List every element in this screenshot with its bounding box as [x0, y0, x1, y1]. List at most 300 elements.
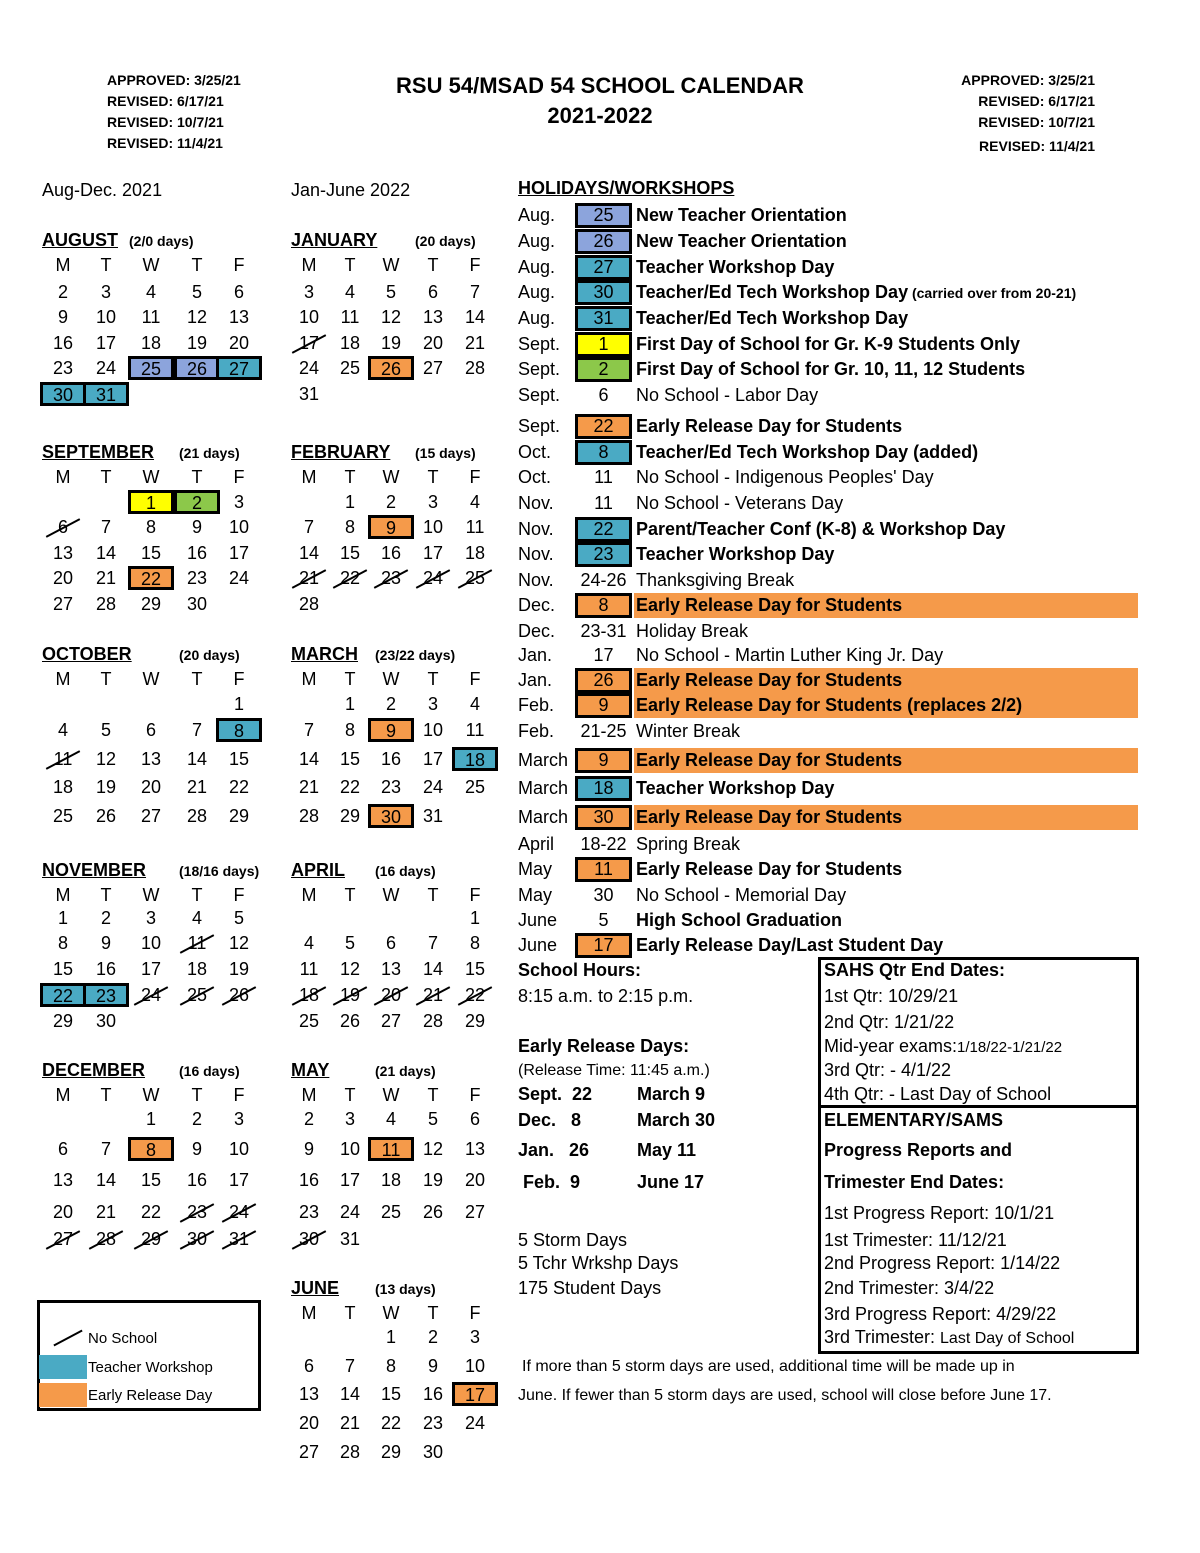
weekday-header: F [233, 1085, 245, 1105]
month-day-count-june: (13 days) [375, 1281, 436, 1297]
calendar-day: 13 [298, 1384, 320, 1404]
elem-title: ELEMENTARY/SAMS [824, 1110, 1004, 1130]
month-name-february: FEBRUARY [291, 442, 391, 462]
calendar-day: 22 [40, 983, 86, 1007]
calendar-day: 9 [368, 718, 414, 742]
calendar-day: 25 [380, 1202, 402, 1222]
weekday-header: F [233, 467, 245, 487]
calendar-day: 30 [95, 1011, 117, 1031]
weekday-header: W [382, 467, 400, 487]
calendar-day: 14 [95, 543, 117, 563]
calendar-day: 2 [174, 490, 220, 514]
holiday-day: 18 [575, 776, 632, 801]
calendar-day: 7 [191, 720, 202, 740]
storm-days-total: 5 Storm Days [518, 1230, 628, 1250]
weekday-header: M [55, 467, 71, 487]
calendar-day: 18 [380, 1170, 402, 1190]
elem-item [824, 1327, 1074, 1348]
holiday-day: 6 [598, 385, 609, 405]
calendar-day: 15 [380, 1384, 402, 1404]
calendar-day: 1 [128, 490, 174, 514]
calendar-day: 4 [57, 720, 68, 740]
month-day-count-january: (20 days) [415, 233, 476, 249]
calendar-day: 17 [422, 543, 444, 563]
weekday-header: T [344, 885, 356, 905]
calendar-day: 20 [140, 777, 162, 797]
calendar-day: 26 [216, 983, 262, 1007]
calendar-day: 24 [228, 568, 250, 588]
calendar-day: 10 [228, 517, 250, 537]
calendar-day: 29 [52, 1011, 74, 1031]
weekday-header: F [469, 885, 481, 905]
calendar-day: 22 [140, 1202, 162, 1222]
calendar-day: 12 [228, 933, 250, 953]
calendar-day: 9 [427, 1356, 438, 1376]
holiday-description: No School - Labor Day [636, 385, 819, 405]
calendar-day: 23 [83, 983, 129, 1007]
month-day-count-august: (2/0 days) [129, 233, 194, 249]
weekday-header: F [233, 669, 245, 689]
calendar-day: 5 [191, 282, 202, 302]
calendar-day: 24 [464, 1413, 486, 1433]
calendar-day: 27 [216, 356, 262, 380]
month-name-november: NOVEMBER [42, 860, 147, 880]
holiday-month: Sept. [518, 334, 561, 354]
calendar-day: 9 [303, 1139, 314, 1159]
holiday-description: No School - Veterans Day [636, 493, 844, 513]
elem-item: 1st Progress Report: 10/1/21 [824, 1203, 1055, 1223]
calendar-day: 31 [422, 806, 444, 826]
holiday-description: No School - Indigenous Peoples' Day [636, 467, 934, 487]
calendar-day: 22 [452, 983, 498, 1007]
weekday-header: T [191, 1085, 203, 1105]
calendar-day: 20 [298, 1413, 320, 1433]
weekday-header: T [427, 885, 439, 905]
calendar-day: 4 [344, 282, 355, 302]
weekday-header: M [55, 669, 71, 689]
calendar-day: 16 [380, 749, 402, 769]
holiday-day: 11 [594, 493, 613, 513]
weekday-header: T [344, 1303, 356, 1323]
holiday-month: Dec. [518, 595, 556, 615]
calendar-day: 19 [422, 1170, 444, 1190]
calendar-day: 6 [303, 1356, 314, 1376]
weekday-header: W [382, 1085, 400, 1105]
page-title: RSU 54/MSAD 54 SCHOOL CALENDAR [396, 73, 804, 98]
holiday-description: Early Release Day/Last Student Day [636, 935, 944, 955]
holiday-day: 11 [575, 857, 632, 882]
calendar-day: 19 [186, 333, 208, 353]
calendar-day: 17 [228, 543, 250, 563]
calendar-day: 27 [298, 1442, 320, 1462]
calendar-day: 31 [298, 384, 320, 404]
calendar-day: 11 [465, 517, 485, 537]
calendar-day: 31 [83, 382, 129, 406]
calendar-day: 9 [191, 1139, 202, 1159]
calendar-day: 3 [233, 1109, 244, 1129]
revised-line: REVISED: 10/7/21 [107, 114, 224, 130]
storm-note: June. If fewer than 5 storm days are used, school will close before June 17. [518, 1387, 1052, 1404]
weekday-header: M [301, 669, 317, 689]
calendar-day: 20 [368, 983, 414, 1007]
calendar-day: 3 [427, 694, 438, 714]
weekday-header: W [382, 255, 400, 275]
holiday-description: Teacher/Ed Tech Workshop Day [636, 308, 909, 328]
calendar-day: 22 [228, 777, 250, 797]
calendar-day: 28 [83, 1227, 129, 1251]
holiday-day: 22 [575, 414, 632, 439]
calendar-day: 4 [469, 492, 480, 512]
holiday-day: 22 [575, 517, 632, 542]
calendar-day: 5 [385, 282, 396, 302]
early-release-date: May 11 [637, 1140, 697, 1160]
weekday-header: M [301, 1085, 317, 1105]
month-name-april: APRIL [291, 860, 345, 880]
elem-title: Trimester End Dates: [824, 1172, 1005, 1192]
calendar-day: 17 [452, 1382, 498, 1406]
calendar-day: 29 [140, 594, 162, 614]
weekday-header: W [142, 1085, 160, 1105]
holiday-month: Nov. [518, 519, 554, 539]
calendar-day: 19 [95, 777, 117, 797]
holiday-month: March [518, 750, 569, 770]
holiday-day: 21-25 [580, 721, 627, 741]
calendar-day: 17 [339, 1170, 361, 1190]
weekday-header: F [469, 669, 481, 689]
calendar-day: 7 [303, 517, 314, 537]
calendar-day: 3 [427, 492, 438, 512]
holiday-day: 26 [575, 229, 632, 254]
teacher-workshop-swatch [39, 1355, 87, 1379]
calendar-day: 27 [380, 1011, 402, 1031]
calendar-day: 27 [140, 806, 162, 826]
elem-item: 2nd Trimester: 3/4/22 [824, 1278, 995, 1298]
month-name-june: JUNE [291, 1278, 340, 1298]
calendar-day: 21 [95, 568, 117, 588]
weekday-header: F [469, 467, 481, 487]
calendar-day: 7 [469, 282, 480, 302]
calendar-day: 29 [228, 806, 250, 826]
holiday-description: Spring Break [636, 834, 741, 854]
holiday-day: 24-26 [580, 570, 627, 590]
holiday-description: New Teacher Orientation [636, 231, 847, 251]
holiday-day: 11 [594, 467, 613, 487]
holiday-description: Teacher/Ed Tech Workshop Day (carried over from 20-21) [636, 282, 1077, 302]
calendar-day: 13 [422, 307, 444, 327]
column-label-fall: Aug-Dec. 2021 [42, 180, 163, 200]
month-day-count-february: (15 days) [415, 445, 476, 461]
elem-title: Progress Reports and [824, 1140, 1013, 1160]
holiday-day: 23-31 [580, 621, 627, 641]
calendar-day: 16 [298, 1170, 320, 1190]
month-day-count-december: (16 days) [179, 1063, 240, 1079]
early-release-date: Feb. 9 [518, 1172, 581, 1192]
holiday-description: New Teacher Orientation [636, 205, 847, 225]
weekday-header: T [427, 467, 439, 487]
revised-line: REVISED: 6/17/21 [978, 93, 1095, 109]
holiday-description: High School Graduation [636, 910, 842, 930]
weekday-header: T [100, 467, 112, 487]
calendar-day: 29 [464, 1011, 486, 1031]
calendar-day: 24 [95, 358, 117, 378]
holiday-description: Teacher Workshop Day [636, 544, 835, 564]
weekday-header: T [344, 669, 356, 689]
calendar-day: 12 [422, 1139, 444, 1159]
month-day-count-april: (16 days) [375, 863, 436, 879]
calendar-day: 3 [233, 492, 244, 512]
calendar-day: 20 [52, 568, 74, 588]
holiday-day: 30 [575, 805, 632, 830]
calendar-day: 17 [422, 749, 444, 769]
calendar-day: 17 [95, 333, 117, 353]
calendar-day: 16 [52, 333, 74, 353]
calendar-day: 3 [344, 1109, 355, 1129]
calendar-day: 13 [464, 1139, 486, 1159]
holiday-description: Thanksgiving Break [636, 570, 795, 590]
holiday-description: No School - Martin Luther King Jr. Day [636, 645, 944, 665]
calendar-day: 18 [186, 959, 208, 979]
holiday-month: Nov. [518, 570, 554, 590]
calendar-day: 10 [422, 517, 444, 537]
calendar-day: 2 [191, 1109, 202, 1129]
calendar-day: 30 [186, 594, 208, 614]
holiday-note: (carried over from 20-21) [908, 285, 1077, 301]
weekday-header: F [469, 1085, 481, 1105]
holiday-description: Teacher Workshop Day [636, 778, 835, 798]
calendar-day: 10 [228, 1139, 250, 1159]
calendar-day: 29 [128, 1227, 174, 1251]
calendar-day: 11 [40, 747, 86, 771]
calendar-day: 10 [95, 307, 117, 327]
calendar-day: 28 [464, 358, 486, 378]
calendar-day: 7 [303, 720, 314, 740]
calendar-day: 11 [141, 307, 161, 327]
holiday-description: Early Release Day for Students [636, 750, 903, 770]
calendar-day: 27 [422, 358, 444, 378]
weekday-header: T [100, 1085, 112, 1105]
weekday-header: T [191, 669, 203, 689]
calendar-day: 27 [52, 594, 74, 614]
calendar-day: 17 [286, 331, 332, 355]
calendar-day: 15 [140, 543, 162, 563]
calendar-day: 8 [145, 517, 156, 537]
calendar-day: 23 [186, 568, 208, 588]
calendar-day: 12 [339, 959, 361, 979]
calendar-day: 6 [57, 1139, 68, 1159]
sahs-exams [824, 1036, 1062, 1057]
holiday-description: Early Release Day for Students [636, 807, 903, 827]
holiday-day: 8 [575, 440, 632, 465]
elem-item-label: 3rd Trimester: [824, 1327, 941, 1347]
calendar-day: 21 [95, 1202, 117, 1222]
calendar-day: 15 [339, 543, 361, 563]
weekday-header: T [344, 255, 356, 275]
weekday-header: F [469, 1303, 481, 1323]
release-time: (Release Time: 11:45 a.m.) [518, 1062, 710, 1079]
calendar-day: 14 [339, 1384, 361, 1404]
early-release-swatch [39, 1383, 87, 1407]
calendar-day: 7 [100, 517, 111, 537]
holiday-description: Early Release Day for Students [636, 416, 903, 436]
calendar-day: 24 [216, 1200, 262, 1224]
calendar-day: 13 [140, 749, 162, 769]
holiday-month: March [518, 778, 569, 798]
school-year: 2021-2022 [547, 103, 653, 128]
calendar-day: 5 [100, 720, 111, 740]
weekday-header: M [55, 885, 71, 905]
month-name-october: OCTOBER [42, 644, 132, 664]
holiday-description: Teacher Workshop Day [636, 257, 835, 277]
weekday-header: M [55, 255, 71, 275]
calendar-day: 21 [410, 983, 456, 1007]
approval-dates-left [107, 70, 241, 154]
holiday-month: May [518, 885, 553, 905]
calendar-day: 24 [128, 983, 174, 1007]
calendar-day: 24 [410, 566, 456, 590]
calendar-day: 22 [380, 1413, 402, 1433]
calendar-day: 3 [469, 1327, 480, 1347]
calendar-day: 1 [469, 908, 480, 928]
holiday-month: Nov. [518, 544, 554, 564]
calendar-day: 12 [95, 749, 117, 769]
revised-line: REVISED: 10/7/21 [978, 114, 1095, 130]
sahs-qtr: 3rd Qtr: - 4/1/22 [824, 1060, 952, 1080]
month-day-count-may: (21 days) [375, 1063, 436, 1079]
calendar-day: 8 [344, 720, 355, 740]
calendar-day: 1 [385, 1327, 396, 1347]
legend-no-school: No School [88, 1330, 158, 1347]
weekday-header: M [55, 1085, 71, 1105]
weekday-header: T [191, 885, 203, 905]
calendar-day: 8 [469, 933, 480, 953]
elem-item: 3rd Progress Report: 4/29/22 [824, 1304, 1057, 1324]
exams-label: Mid-year exams: [824, 1036, 958, 1056]
sahs-qtr: 1st Qtr: 10/29/21 [824, 986, 959, 1006]
calendar-day: 16 [422, 1384, 444, 1404]
calendar-day: 26 [368, 356, 414, 380]
calendar-day: 25 [298, 1011, 320, 1031]
holiday-day: 9 [575, 748, 632, 773]
calendar-day: 4 [469, 694, 480, 714]
calendar-day: 25 [52, 806, 74, 826]
holiday-day: 30 [593, 885, 614, 905]
early-release-date: March 9 [637, 1084, 706, 1104]
calendar-day: 21 [339, 1413, 361, 1433]
calendar-day: 25 [174, 983, 220, 1007]
holiday-month: Sept. [518, 385, 561, 405]
calendar-day: 4 [145, 282, 156, 302]
holiday-day: 18-22 [580, 834, 627, 854]
calendar-day: 23 [422, 1413, 444, 1433]
holiday-month: Dec. [518, 621, 556, 641]
calendar-day: 9 [191, 517, 202, 537]
holiday-month: Aug. [518, 231, 556, 251]
approval-dates-right [940, 70, 1095, 157]
weekday-header: W [142, 669, 160, 689]
calendar-day: 7 [344, 1356, 355, 1376]
calendar-day: 27 [464, 1202, 486, 1222]
calendar-day: 18 [339, 333, 361, 353]
holiday-month: Oct. [518, 467, 552, 487]
calendar-day: 21 [464, 333, 486, 353]
early-release-date: June 17 [637, 1172, 705, 1192]
calendar-day: 28 [186, 806, 208, 826]
early-release-date: Sept. 22 [518, 1084, 593, 1104]
holiday-month: Aug. [518, 282, 556, 302]
early-release-date: Dec. 8 [518, 1110, 582, 1130]
end-dates-divider [818, 1105, 1139, 1108]
calendar-day: 14 [298, 543, 320, 563]
calendar-day: 30 [422, 1442, 444, 1462]
early-release-label: Early Release Days: [518, 1036, 690, 1056]
sahs-qtr: 4th Qtr: - Last Day of School [824, 1084, 1052, 1104]
calendar-day: 9 [368, 515, 414, 539]
revised-line: REVISED: 11/4/21 [979, 138, 1095, 154]
approved-line: APPROVED: 3/25/21 [961, 72, 1095, 88]
holiday-day: 17 [575, 933, 632, 958]
holiday-description: Early Release Day for Students (replaces 2/2) [636, 695, 1023, 715]
storm-note: If more than 5 storm days are used, additional time will be made up in [522, 1358, 1015, 1375]
calendar-day: 8 [385, 1356, 396, 1376]
weekday-header: M [301, 467, 317, 487]
calendar-day: 15 [140, 1170, 162, 1190]
weekday-header: M [301, 1303, 317, 1323]
calendar-day: 4 [385, 1109, 396, 1129]
school-hours-label: School Hours: [518, 960, 642, 980]
weekday-header: W [382, 885, 400, 905]
weekday-header: M [301, 255, 317, 275]
holiday-day: 8 [575, 593, 632, 618]
calendar-day: 18 [464, 543, 486, 563]
holiday-day: 17 [593, 645, 614, 665]
column-label-spring: Jan-June 2022 [291, 180, 411, 200]
calendar-day: 11 [340, 307, 360, 327]
calendar-day: 6 [385, 933, 396, 953]
month-name-september: SEPTEMBER [42, 442, 155, 462]
holiday-description: Early Release Day for Students [636, 595, 903, 615]
month-day-count-october: (20 days) [179, 647, 240, 663]
calendar-day: 4 [191, 908, 202, 928]
calendar-day: 5 [427, 1109, 438, 1129]
sahs-title: SAHS Qtr End Dates: [824, 960, 1006, 980]
calendar-day: 23 [368, 566, 414, 590]
weekday-header: W [382, 1303, 400, 1323]
holiday-description: Parent/Teacher Conf (K-8) & Workshop Day [636, 519, 1006, 539]
calendar-day: 21 [286, 566, 332, 590]
approved-line: APPROVED: 3/25/21 [107, 72, 241, 88]
calendar-day: 18 [286, 983, 332, 1007]
calendar-day: 28 [339, 1442, 361, 1462]
holiday-month: Jan. [518, 670, 553, 690]
elem-item-tail: Last Day of School [940, 1330, 1075, 1347]
weekday-header: T [344, 1085, 356, 1105]
calendar-day: 29 [380, 1442, 402, 1462]
calendar-day: 26 [422, 1202, 444, 1222]
calendar-day: 12 [186, 307, 208, 327]
weekday-header: F [233, 255, 245, 275]
weekday-header: F [233, 885, 245, 905]
revised-line: REVISED: 6/17/21 [107, 93, 224, 109]
calendar-day: 3 [100, 282, 111, 302]
workshop-days-total: 5 Tchr Wrkshp Days [518, 1253, 679, 1273]
calendar-day: 20 [464, 1170, 486, 1190]
month-name-august: AUGUST [42, 230, 118, 250]
calendar-day: 7 [100, 1139, 111, 1159]
calendar-day: 2 [303, 1109, 314, 1129]
legend-early-release: Early Release Day [88, 1387, 213, 1404]
weekday-header: T [427, 1085, 439, 1105]
holiday-month: June [518, 935, 558, 955]
